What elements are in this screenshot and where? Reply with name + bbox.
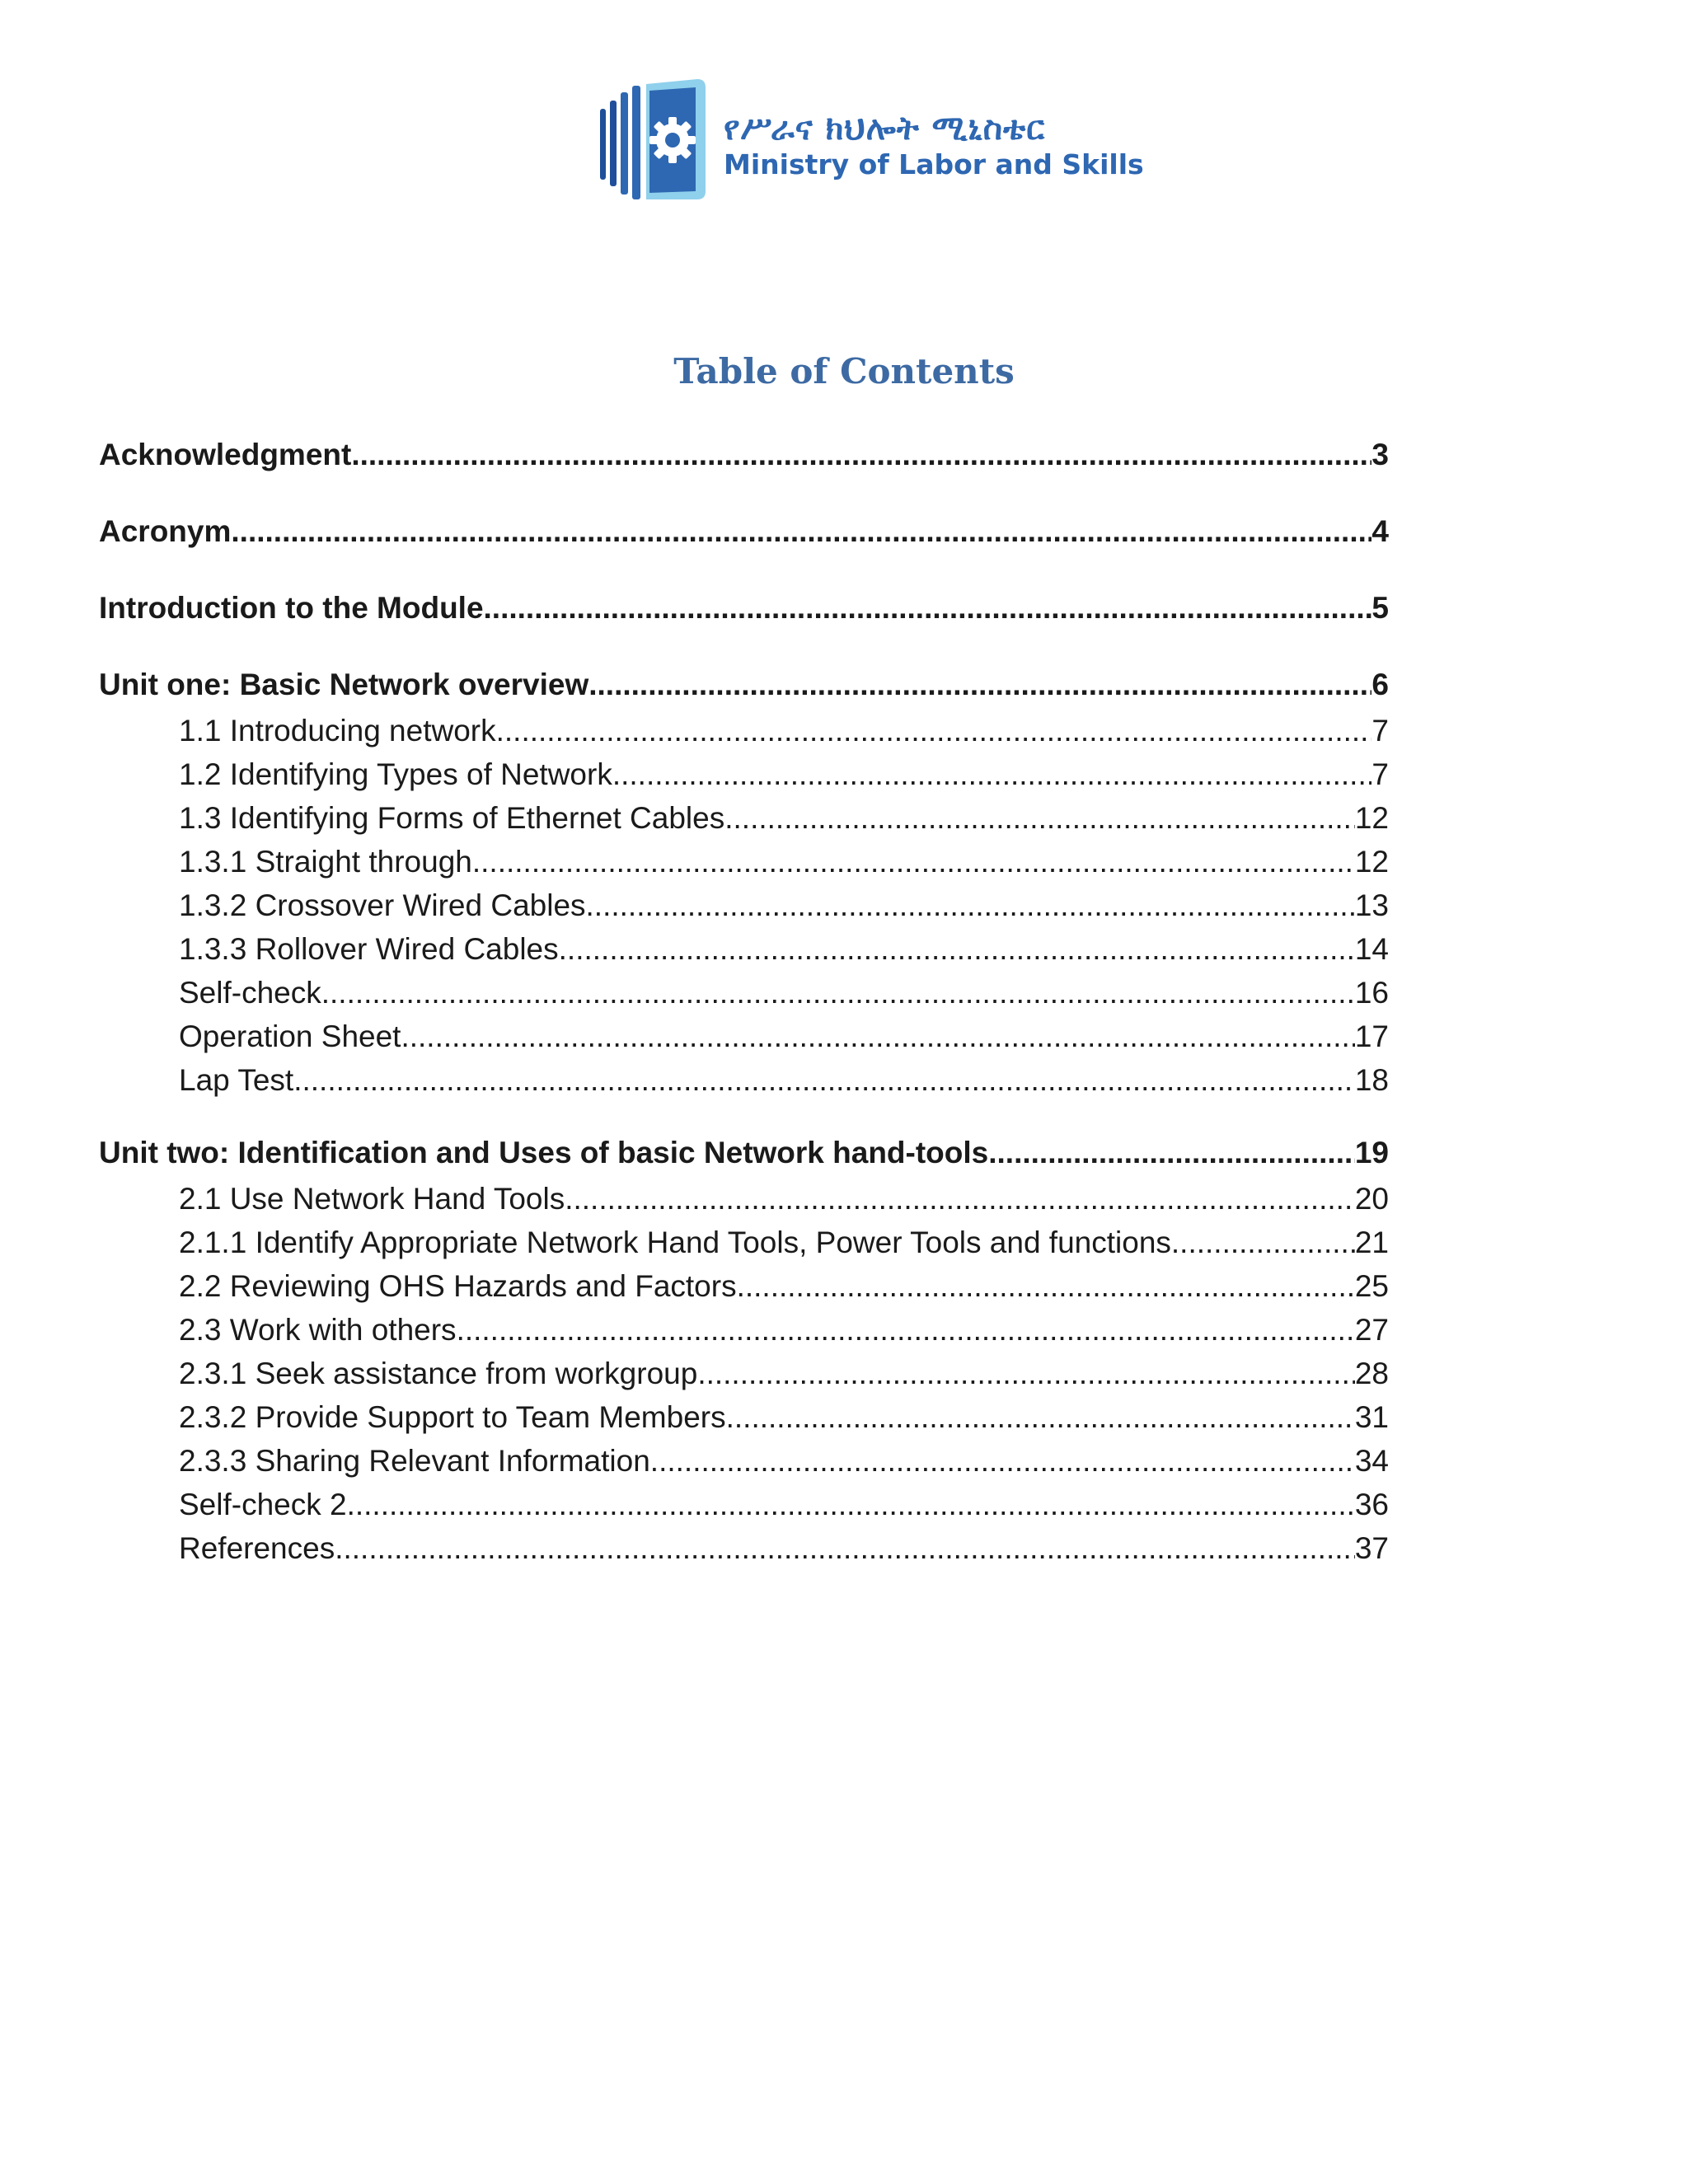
toc-dot-leader	[737, 1264, 1355, 1308]
toc-chapter-entry[interactable]	[99, 588, 1389, 628]
toc-entry-page-number: 28	[1354, 1357, 1389, 1390]
toc-entry-label: 2.3.3 Sharing Relevant Information	[179, 1444, 650, 1478]
toc-entry-label: 1.3.3 Rollover Wired Cables	[179, 932, 559, 966]
toc-entry-label: 1.3.1 Straight through	[179, 845, 472, 879]
toc-dot-leader	[457, 1308, 1355, 1352]
toc-dot-leader	[565, 1177, 1355, 1221]
toc-entry-label: 1.3 Identifying Forms of Ethernet Cables	[179, 801, 725, 835]
toc-section-entry[interactable]	[99, 1439, 1389, 1483]
toc-entry-page-number: 5	[1372, 591, 1389, 625]
toc-dot-leader	[231, 512, 1372, 551]
ministry-logo	[600, 76, 1144, 208]
toc-section-entry[interactable]	[99, 1264, 1389, 1308]
toc-entry-page-number: 18	[1354, 1063, 1389, 1097]
toc-section-entry[interactable]	[99, 752, 1389, 796]
toc-entry-label: 2.1 Use Network Hand Tools	[179, 1182, 565, 1216]
toc-entry-page-number: 19	[1354, 1136, 1389, 1169]
toc-entry-label: 2.3.2 Provide Support to Team Members	[179, 1400, 726, 1434]
toc-dot-leader	[612, 752, 1372, 796]
toc-dot-leader	[726, 1395, 1355, 1439]
toc-dot-leader	[697, 1352, 1355, 1395]
toc-entry-label: Self-check 2	[179, 1488, 347, 1521]
toc-section-entry[interactable]	[99, 1058, 1389, 1102]
toc-entry-label: Unit two: Identification and Uses of basic Network hand-tools	[99, 1136, 989, 1169]
toc-entry-page-number: 4	[1372, 514, 1389, 548]
toc-entry-page-number: 12	[1354, 801, 1389, 835]
toc-entry-label: Introduction to the Module	[99, 591, 484, 625]
toc-entry-page-number: 37	[1354, 1531, 1389, 1565]
toc-entry-page-number: 14	[1354, 932, 1389, 966]
table-of-contents	[99, 435, 1389, 1601]
toc-section-entry[interactable]	[99, 1483, 1389, 1526]
toc-dot-leader	[496, 709, 1372, 752]
toc-dot-leader	[335, 1526, 1355, 1570]
toc-entry-page-number: 25	[1354, 1269, 1389, 1303]
toc-section-entry[interactable]	[99, 796, 1389, 840]
toc-entry-page-number: 36	[1354, 1488, 1389, 1521]
page-title: Table of Contents	[673, 351, 1015, 391]
toc-entry-page-number: 12	[1354, 845, 1389, 879]
toc-dot-leader	[347, 1483, 1355, 1526]
toc-entry-label: Operation Sheet	[179, 1019, 401, 1053]
toc-entry-page-number: 17	[1354, 1019, 1389, 1053]
logo-amharic-name: የሥራና ክህሎት ሚኒስቴር	[724, 110, 1046, 148]
toc-section-entry[interactable]	[99, 1015, 1389, 1058]
toc-chapter-entry[interactable]	[99, 665, 1389, 705]
toc-entry-page-number: 3	[1372, 438, 1389, 471]
toc-dot-leader	[559, 927, 1355, 971]
toc-section-entry[interactable]	[99, 1221, 1389, 1264]
toc-section-entry[interactable]	[99, 709, 1389, 752]
toc-section-entry[interactable]	[99, 1526, 1389, 1570]
toc-dot-leader	[988, 1133, 1355, 1173]
toc-dot-leader	[401, 1015, 1354, 1058]
logo-english-name: Ministry of Labor and Skills	[724, 148, 1144, 180]
toc-entry-page-number: 20	[1354, 1182, 1389, 1216]
toc-section-entry[interactable]	[99, 883, 1389, 927]
toc-section-entry[interactable]	[99, 840, 1389, 883]
toc-entry-label: 1.2 Identifying Types of Network	[179, 757, 612, 791]
toc-dot-leader	[650, 1439, 1355, 1483]
toc-entry-label: Acronym	[99, 514, 232, 548]
toc-dot-leader	[588, 665, 1372, 705]
toc-entry-label: Self-check	[179, 976, 321, 1010]
toc-chapter-entry[interactable]	[99, 1133, 1389, 1173]
toc-entry-page-number: 31	[1354, 1400, 1389, 1434]
toc-chapter-entry[interactable]	[99, 435, 1389, 475]
toc-dot-leader	[351, 435, 1372, 475]
toc-section-entry[interactable]	[99, 971, 1389, 1015]
toc-entry-label: 2.3 Work with others	[179, 1313, 457, 1347]
toc-entry-page-number: 7	[1372, 757, 1389, 791]
toc-entry-label: Acknowledgment	[99, 438, 352, 471]
toc-entry-page-number: 6	[1372, 668, 1389, 701]
toc-dot-leader	[586, 883, 1355, 927]
toc-entry-label: Unit one: Basic Network overview	[99, 668, 589, 701]
toc-entry-label: References	[179, 1531, 335, 1565]
toc-entry-label: 1.1 Introducing network	[179, 714, 496, 748]
logo-text	[724, 109, 1144, 181]
toc-entry-label: Lap Test	[179, 1063, 294, 1097]
toc-section-entry[interactable]	[99, 1395, 1389, 1439]
toc-chapter-entry[interactable]	[99, 512, 1389, 551]
toc-entry-page-number: 21	[1354, 1226, 1389, 1259]
toc-entry-label: 2.1.1 Identify Appropriate Network Hand Tools, Power Tools and functions	[179, 1226, 1171, 1259]
toc-entry-page-number: 7	[1372, 714, 1389, 748]
toc-entry-page-number: 16	[1354, 976, 1389, 1010]
toc-entry-page-number: 27	[1354, 1313, 1389, 1347]
book-gear-icon	[600, 76, 715, 208]
toc-section-entry[interactable]	[99, 1177, 1389, 1221]
toc-dot-leader	[484, 588, 1372, 628]
toc-entry-page-number: 34	[1354, 1444, 1389, 1478]
toc-dot-leader	[1171, 1221, 1355, 1264]
toc-entry-label: 1.3.2 Crossover Wired Cables	[179, 888, 586, 922]
toc-dot-leader	[724, 796, 1355, 840]
toc-section-entry[interactable]	[99, 1352, 1389, 1395]
toc-section-entry[interactable]	[99, 1308, 1389, 1352]
toc-dot-leader	[293, 1058, 1355, 1102]
toc-section-entry[interactable]	[99, 927, 1389, 971]
toc-dot-leader	[321, 971, 1355, 1015]
toc-entry-page-number: 13	[1354, 888, 1389, 922]
toc-entry-label: 2.2 Reviewing OHS Hazards and Factors	[179, 1269, 737, 1303]
toc-dot-leader	[472, 840, 1355, 883]
toc-entry-label: 2.3.1 Seek assistance from workgroup	[179, 1357, 698, 1390]
